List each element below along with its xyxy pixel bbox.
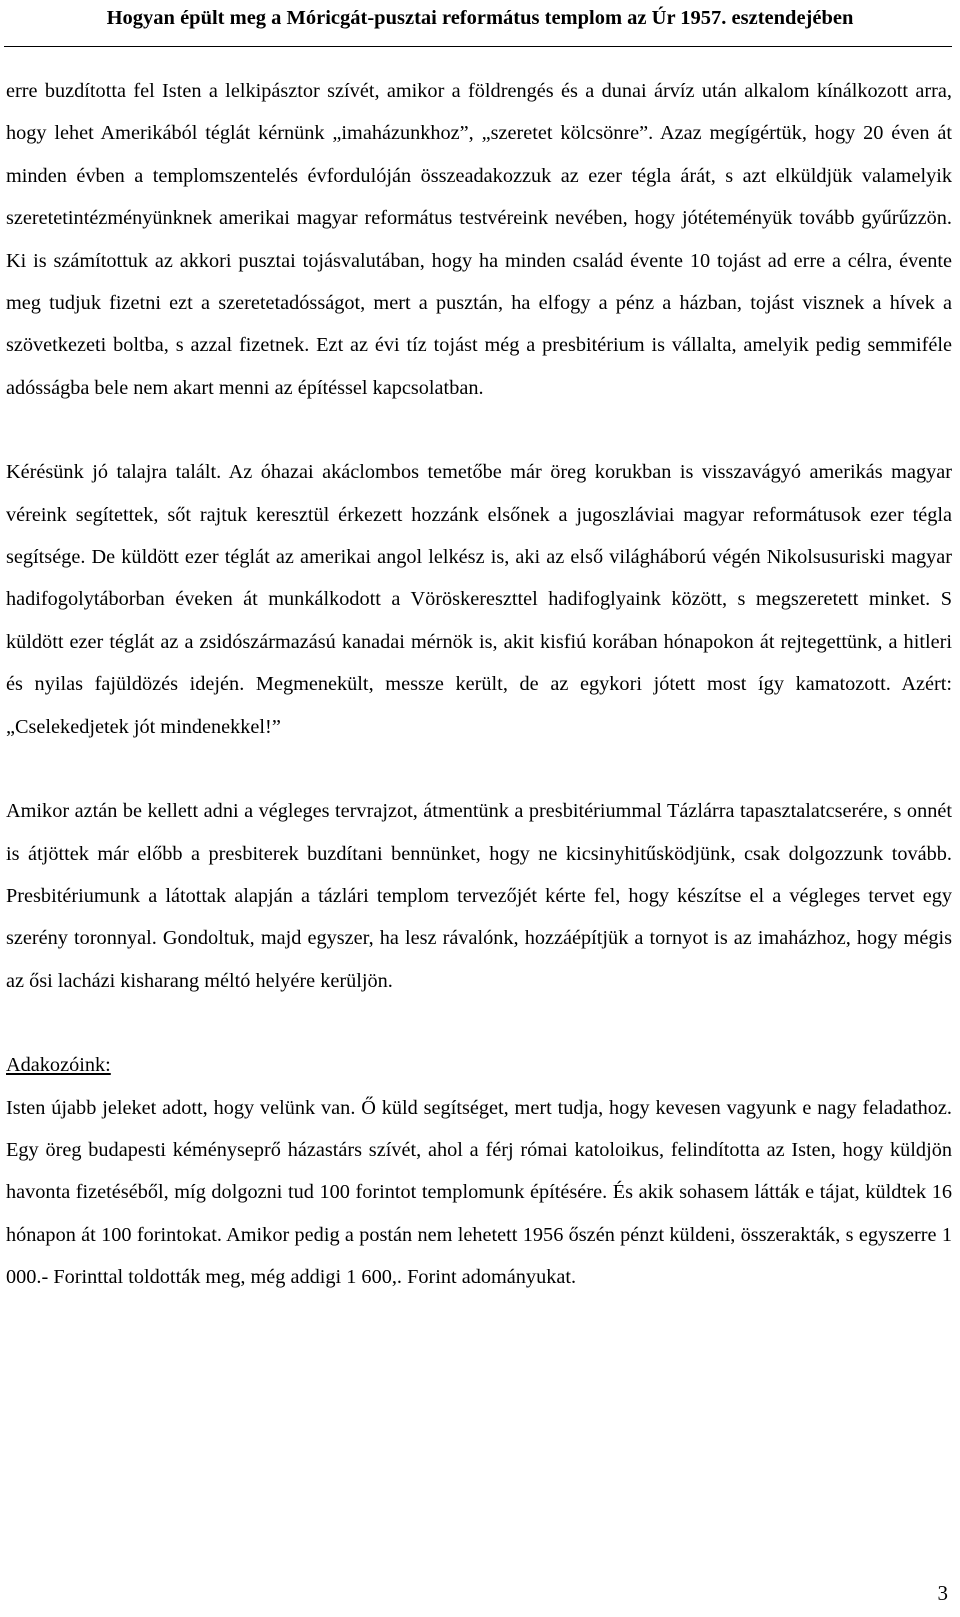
- paragraph-final-plan: Amikor aztán be kellett adni a végleges tervrajzot, átmentünk a presbitériummal Tázlárra tapasztalatcserére, s onnét is átjöttek már előbb a presbiterek buzdítani bennünket, hogy ne kicsinyhitűsködjünk, csak dolgozzunk tovább. Presbitériumunk a látottak alapján a tázlári templom tervezőjét kérte fel, hogy készítse el a végleges tervet egy szerény toronnyal. Gondoltuk, majd egyszer, ha lesz rávalónk, hozzáépítjük a tornyot is az imaházhoz, hogy mégis az ősi lacházi kisharang méltó helyére kerüljön.: [6, 800, 952, 992]
- paragraph-gap: [6, 1002, 952, 1044]
- paragraph-donors: Isten újabb jeleket adott, hogy velünk van. Ő küld segítséget, mert tudja, hogy kevesen vagyunk e nagy feladathoz. Egy öreg budapesti kéményseprő házastárs szívét, ahol a férj római katoloikus, felindította az Isten, hogy küldjön havonta fizetéséből, míg dolgozni tud 100 forintot templomunk építésére. És akik sohasem látták e tájat, küldtek 16 hónapon át 100 forintokat. Amikor pedig a postán nem lehetett 1956 őszén pénzt küldeni, összerakták, s egyszerre 1 000.- Forinttal toldották meg, még addigi 1 600,. Forint adományukat.: [6, 1096, 952, 1289]
- document-body: [6, 70, 952, 1299]
- running-header: Hogyan épült meg a Móricgát-pusztai református templom az Úr 1957. esztendejében: [106, 7, 854, 29]
- section-title-donors: Adakozóink:: [6, 1054, 111, 1077]
- page-number: 3: [937, 1581, 948, 1605]
- paragraph-gap: [6, 748, 952, 790]
- paragraph-brick-loan: erre buzdította fel Isten a lelkipásztor szívét, amikor a földrengés és a dunai árvíz után alkalom kínálkozott arra, hogy lehet Amerikából téglát kérnünk „imaházunkhoz”, „szeretet kölcsönre”. Azaz megígértük, hogy 20 éven át minden évben a templomszentelés évfordulóján összeadakozzuk az ezer tégla árát, s azt elküldjük valamelyik szeretetintézményünknek amerikai magyar református testvéreink nevében, hogy jótéteményük tovább gyűrűzzön. Ki is számítottuk az akkori pusztai tojásvalutában, hogy ha minden család évente 10 tojást ad erre a célra, évente meg tudjuk fizetni ezt a szeretetadósságot, mert a pusztán, ha elfogy a pénz a házban, tojást visznek a hívek a szövetkezeti boltba, s azzal fizetnek. Ezt az évi tíz tojást még a presbitérium is vállalta, amelyik pedig semmiféle adósságba bele nem akart menni az építéssel kapcsolatban.: [6, 80, 952, 399]
- header-divider: [4, 46, 952, 47]
- paragraph-gap: [6, 409, 952, 451]
- paragraph-request-answered: Kérésünk jó talajra talált. Az óhazai akáclombos temetőbe már öreg korukban is visszavágyó amerikás magyar véreink segítettek, sőt rajtuk keresztül érkezett hozzánk elsőnek a jugoszláviai magyar reformátusok ezer tégla segítsége. De küldött ezer téglát az amerikai angol lelkész is, aki az első világháború végén Nikolsusuriski magyar hadifogolytáborban éveken át munkálkodott a Vöröskereszttel hadifoglyaink között, s megszeretett minket. S küldött ezer téglát az a zsidószármazású kanadai mérnök is, akit kisfiú korában hónapokon át rejtegettünk, a hitleri és nyilas fajüldözés idején. Megmenekült, messze került, de az egykori jótett most így kamatozott. Azért: „Cselekedjetek jót mindenekkel!”: [6, 461, 952, 738]
